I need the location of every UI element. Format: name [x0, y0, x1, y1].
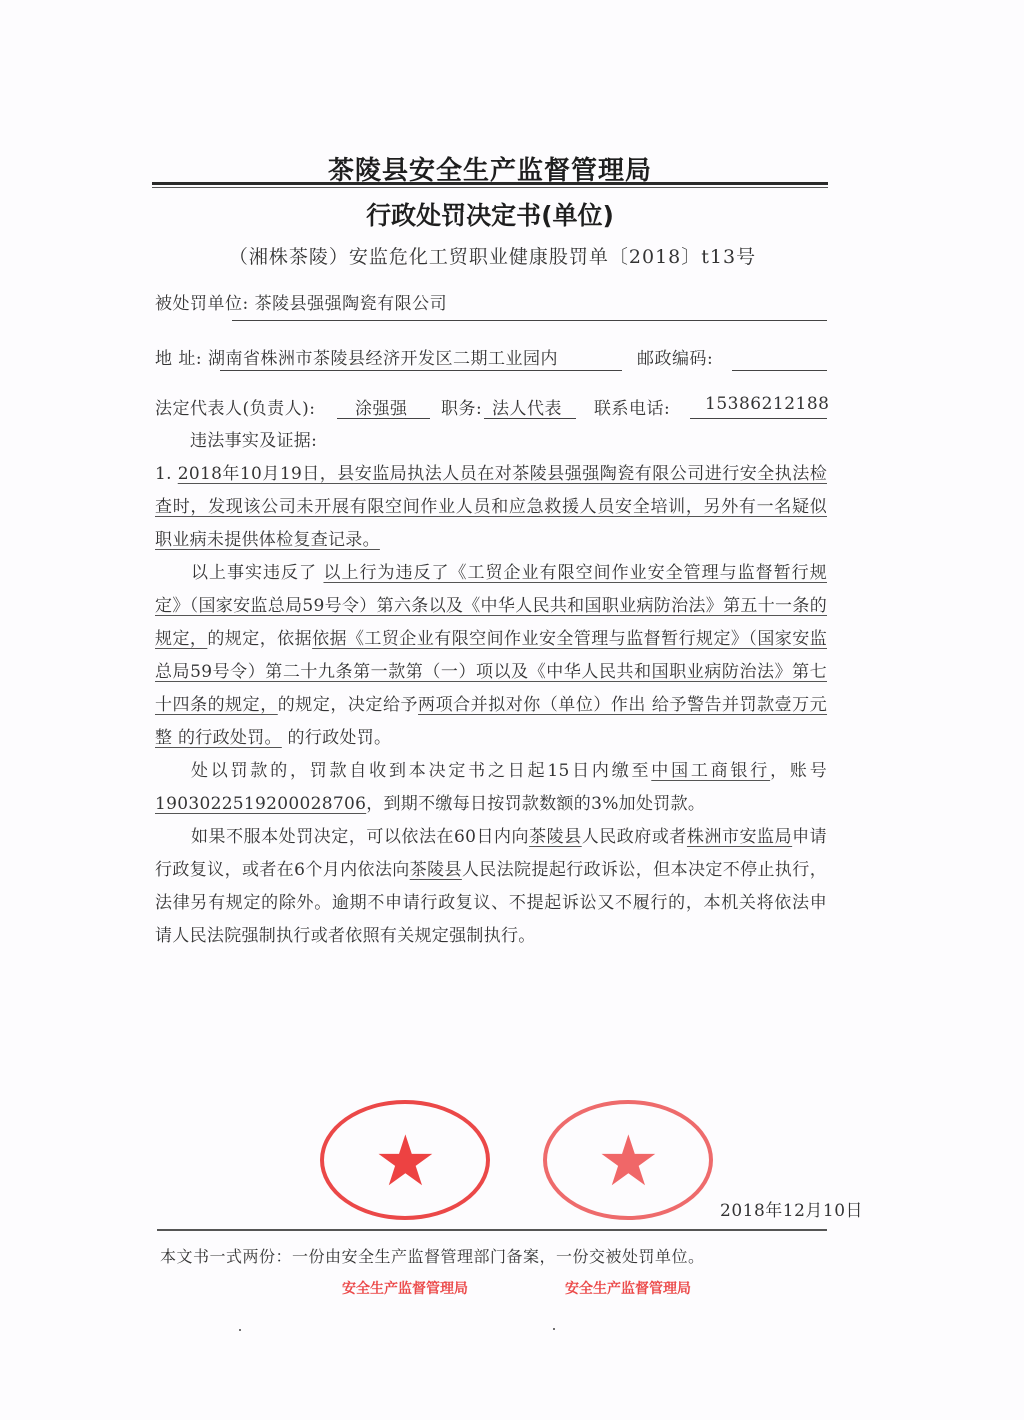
- phone-value: 15386212188: [705, 394, 830, 414]
- fact-paragraph: [155, 458, 827, 557]
- issue-date: 2018年12月10日: [720, 1201, 864, 1221]
- violation-paragraph: [155, 557, 827, 755]
- account-number: 190302251920002870​6: [155, 794, 367, 814]
- appeal-text-3: 申请行政复议，或者在6个月内依法向: [155, 827, 827, 880]
- postcode-label: 邮政编码:: [637, 349, 714, 369]
- position-label: 职务:: [441, 399, 483, 419]
- address-field: [155, 344, 558, 369]
- postcode-underline: [732, 370, 827, 371]
- rep-value: 涂强强: [355, 399, 408, 419]
- seal-text-left: 安全生产监督管理局: [342, 1281, 468, 1297]
- bank-name: 中国工商银行: [651, 761, 771, 781]
- decision-text: 两项合并拟对你（单位）作出 给予警告并罚款壹万元整 的行政处罚。: [155, 695, 828, 748]
- fine-lead: 处以罚款的，罚款自收到本决定书之日起15日内缴至: [191, 761, 652, 781]
- decision-tail: 的行政处罚。: [287, 728, 392, 748]
- official-seal-left: [320, 1100, 490, 1220]
- violation-lead: 以上事实违反了: [191, 563, 318, 583]
- basis-text: 依据《工贸企业有限空间作业安全管理与监督暂行规定》（国家安监总局59号令）第二十九条第一款第（一）项以及《中华人民共和国职业病防治法》第七十四条的规定，: [155, 629, 827, 715]
- scan-speck: [553, 1328, 555, 1330]
- document-number: （湘株茶陵）安监危化工贸职业健康股罚单〔2018〕t13号: [228, 246, 757, 268]
- address-underline: [220, 370, 622, 371]
- official-seal-right: [543, 1100, 713, 1220]
- copies-note: 本文书一式两份：一份由安全生产监督管理部门备案，一份交被处罚单位。: [160, 1247, 705, 1266]
- footer-rule: [157, 1229, 827, 1231]
- appeal-paragraph: [155, 821, 827, 953]
- decision-body: [155, 425, 827, 953]
- position-value: 法人代表: [492, 399, 562, 419]
- address-value: 湖南省株洲市茶陵县经济开发区二期工业园内: [208, 349, 559, 369]
- party-field: [155, 289, 447, 314]
- violation-text: 以上行为违反了《工贸企业有限空间作业安全管理与监督暂行规定》（国家安监总局59号令）第六条以及《中华人民共和国职业病防治法》第五十一条的规定，: [155, 563, 827, 649]
- facts-heading: 违法事实及证据:: [190, 431, 318, 451]
- header-rule-thin: [152, 187, 828, 188]
- fact-prefix: 1.: [155, 464, 178, 484]
- phone-label: 联系电话:: [594, 399, 671, 419]
- party-value: 茶陵县强强陶瓷有限公司: [254, 294, 448, 314]
- appeal-court: 茶陵县: [409, 860, 462, 880]
- appeal-text-1: 如果不服本处罚决定，可以依法在60日内向: [191, 827, 530, 847]
- basis-lead: 的规定，依据: [207, 629, 313, 649]
- rep-label: 法定代表人(负责人):: [155, 399, 316, 419]
- rep-underline: [337, 418, 430, 419]
- fine-paragraph: [155, 755, 827, 821]
- address-label: 地 址:: [155, 349, 203, 369]
- decision-lead: 的规定，决定给予: [277, 695, 419, 715]
- account-label: ，账号: [770, 761, 827, 781]
- appeal-government: 茶陵县: [529, 827, 582, 847]
- fine-tail: ，到期不缴每日按罚款数额的3%加处罚款。: [366, 794, 706, 814]
- appeal-text-2: 人民政府或者: [581, 827, 687, 847]
- party-label: 被处罚单位:: [155, 294, 249, 314]
- appeal-text-4: 人民法院提起行政诉讼，但本决定不停止执行，法律另有规定的除外。逾期不申请行政复议、不提起诉讼又不履行的，本机关将依法申请人民法院强制执行或者依照有关规定强制执行。: [155, 860, 827, 946]
- party-underline: [232, 320, 827, 321]
- seal-text-right: 安全生产监督管理局: [565, 1281, 691, 1297]
- phone-underline: [690, 418, 827, 419]
- document-title: 行政处罚决定书(单位): [366, 201, 614, 230]
- header-rule: [152, 182, 828, 185]
- seal-star-icon: ★: [374, 1120, 437, 1202]
- fact-text: 2018年10月19日，县安监局执法人员在对茶陵县强强陶瓷有限公司进行安全执法检查时，发现该公司未开展有限空间作业人员和应急救援人员安全培训，另外有一名疑似职业病未提供体检复查记录。: [155, 464, 827, 550]
- seal-star-icon: ★: [597, 1120, 660, 1202]
- agency-name: 茶陵县安全生产监督管理局: [327, 156, 652, 186]
- position-underline: [484, 418, 576, 419]
- scan-speck: [239, 1329, 241, 1331]
- appeal-city: 株洲市安监局: [686, 827, 793, 847]
